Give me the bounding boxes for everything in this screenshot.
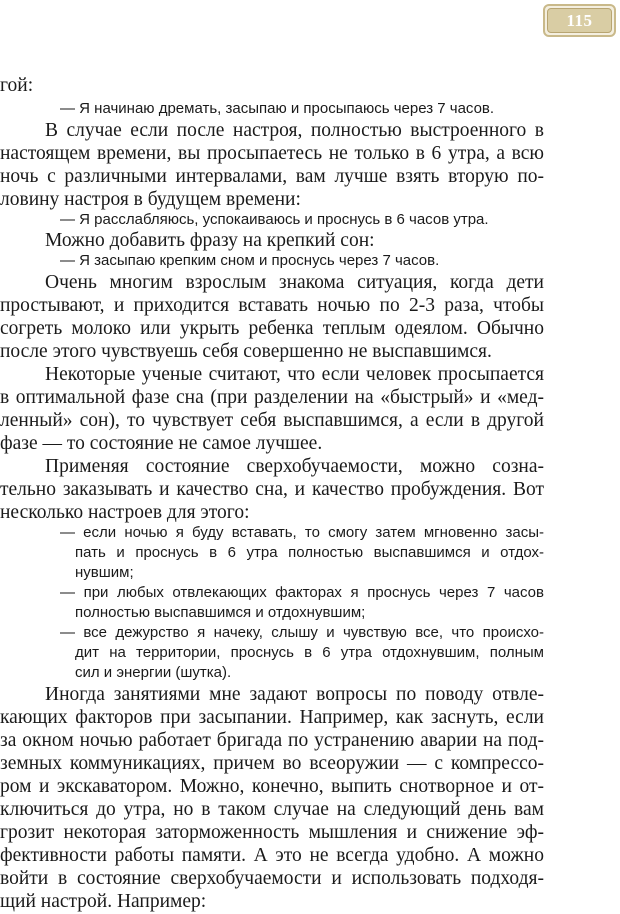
text-line: согреть молоко или укрыть ребенка теплым одеялом. Обычно [0, 318, 544, 339]
text-line: ловину настроя в будущем времени: [0, 189, 301, 210]
text-line: войти в состояние сверхобучаемости и использовать подходя- [0, 868, 544, 889]
text-line: фективности работы памяти. А это не всегда удобно. А можно [0, 845, 544, 866]
page-number-badge [543, 4, 616, 37]
bullet-line: сил и энергии (шутка). [75, 664, 232, 681]
text-line: настоящем времени, вы просыпаетесь не только в 6 утра, а всю [0, 143, 544, 164]
bullet-line: полностью выспавшимся и отдохнувшим; [75, 604, 366, 621]
text-line: Применяя состояние сверхобучаемости, можно созна- [45, 456, 544, 477]
text-line: ключиться до утра, но в таком случае на следующий день вам [0, 799, 544, 820]
text-line: Некоторые ученые считают, что если человек просыпается [45, 364, 544, 385]
bullet-line: — все дежурство я начеку, слышу и чувствую все, что происхо- [60, 624, 544, 641]
text-line: грозит некоторая заторможенность мышления и снижение эф- [0, 822, 544, 843]
speech-line: — Я засыпаю крепким сном и проснусь через 7 часов. [60, 252, 440, 269]
text-line: за окном ночью работает бригада по устранению аварии на под- [0, 730, 544, 751]
page-number: 115 [547, 8, 612, 33]
text-line: тельно заказывать и качество сна, и качество пробуждения. Вот [0, 479, 544, 500]
text-line: ночь с различными интервалами, вам лучше взять вторую по- [0, 166, 544, 187]
text-line: В случае если после настроя, полностью выстроенного в [45, 120, 544, 141]
text-line: Можно добавить фразу на крепкий сон: [45, 230, 375, 251]
bullet-line: нувшим; [75, 564, 134, 581]
bullet-line: дит на территории, проснусь в 6 утра отдохнувшим, полным [75, 644, 544, 661]
speech-line: — Я расслабляюсь, успокаиваюсь и проснусь в 6 часов утра. [60, 211, 489, 228]
bullet-line: — при любых отвлекающих факторах я проснусь через 7 часов [60, 584, 544, 601]
text-line: земных коммуникациях, причем во всеоружии — с компрессо- [0, 753, 544, 774]
text-line: ленный» сон), то чувствует себя выспавшимся, а если в другой [0, 410, 544, 431]
bullet-line: пать и проснусь в 6 утра полностью выспавшимся и отдох- [75, 544, 544, 561]
text-line: щий настрой. Например: [0, 891, 207, 912]
text-line: ром и экскаватором. Можно, конечно, выпить снотворное и от- [0, 776, 544, 797]
text-line: фазе — то состояние не самое лучшее. [0, 433, 323, 454]
speech-line: — Я начинаю дремать, засыпаю и просыпаюсь через 7 часов. [60, 100, 495, 117]
bullet-line: — если ночью я буду вставать, то смогу затем мгновенно засы- [60, 524, 544, 541]
text-line: после этого чувствуешь себя совершенно не выспавшимся. [0, 341, 492, 362]
text-line: кающих факторов при засыпании. Например, как заснуть, если [0, 707, 544, 728]
text-line: Иногда занятиями мне задают вопросы по поводу отвле- [45, 684, 544, 705]
text-line: простывают, и приходится вставать ночью по 2-3 раза, чтобы [0, 295, 544, 316]
text-line: гой: [0, 75, 34, 96]
text-line: несколько настроев для этого: [0, 502, 250, 523]
text-line: в оптимальной фазе сна (при разделении на «быстрый» и «мед- [0, 387, 544, 408]
text-line: Очень многим взрослым знакома ситуация, когда дети [45, 272, 544, 293]
